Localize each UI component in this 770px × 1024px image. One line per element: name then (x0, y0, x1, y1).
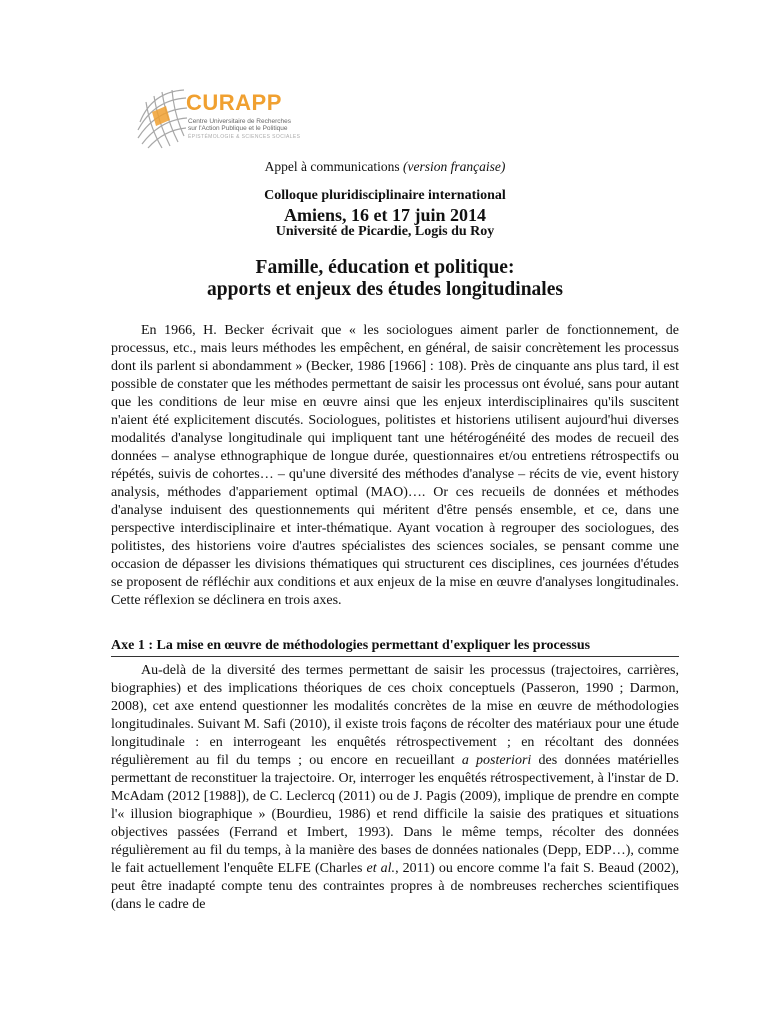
event-dates: Amiens, 16 et 17 juin 2014 (284, 205, 486, 225)
axe1-paragraph (111, 662, 679, 914)
intro-paragraph: En 1966, H. Becker écrivait que « les sociologues aiment parler de fonctionnement, de processus, etc., mais leurs méthodes les empêchent, en général, de saisir concrètement les processus dont ils parlent si abondamment » (Becker, 1986 [1966] : 108). Près de cinquante ans plus tard, il est possible de constater que les méthodes permettant de saisir les processus ont évolué, sans pour autant que les conditions de leur mise en œuvre ainsi que les enjeux interdisciplinaires qu'ils suscitent n'aient été explicitement discutés. Sociologues, politistes et historiens utilisent aujourd'hui diverses modalités d'analyse longitudinale qui impliquent tant une hétérogénéité des modes de recueil des données – analyse ethnographique de longue durée, questionnaires et/ou entretiens rétrospectifs ou répétés, suivis de cohortes… – qu'une diversité des méthodes d'analyse – récits de vie, event history analysis, méthodes d'appariement optimal (MAO)…. Or ces recueils de données et méthodes d'analyse induisent des questionnements qui méritent d'être pensés ensemble, et ce, dans une perspective interdisciplinaire et inter-thématique. Ayant vocation à regrouper des sociologues, des politistes, des historiens voire d'autres spécialistes des sciences sociales, se pensant comme une occasion de dépasser les divisions thématiques qui structurent ces disciplines, ces journées d'études se proposent de réfléchir aux conditions et aux enjeux de la mise en œuvre d'analyses longitudinales. Cette réflexion se déclinera en trois axes. (111, 323, 679, 608)
axe1-text-a: Au-delà de la diversité des termes permettant de saisir les processus (trajectoires, carrières, biographies) et des implications théoriques de ces choix conceptuels (Passeron, 1990 ; Darmon, 2008), cet axe entend questionner les modalités concrètes de la mise en œuvre de méthodologies longitudinales. Suivant M. Safi (2010), il existe trois façons de récolter des matériaux pour une étude longitudinale : en interrogeant les enquêtés rétrospectivement ; en récoltant des données régulièrement au fil du temps ; ou encore en recueillant (111, 663, 679, 768)
logo-subtitle-2: sur l'Action Publique et le Politique (188, 125, 288, 132)
axe1-italic-1: a posteriori (461, 753, 532, 768)
logo-subtitle-1: Centre Universitaire de Recherches (188, 118, 291, 125)
document-title-line1: Famille, éducation et politique: (255, 257, 515, 278)
colloquium-label: Colloque pluridisciplinaire international (264, 188, 506, 203)
section-heading-axe1: Axe 1 : La mise en œuvre de méthodologies permettant d'expliquer les processus (111, 638, 679, 657)
axe1-text-c: , 2011) ou encore comme l'a fait S. Beaud (2002), peut être inadapté compte tenu des contraintes propres à de nombreuses recherches scientifiques (dans le cadre de (111, 861, 679, 912)
axe1-italic-2: et al. (366, 861, 396, 876)
call-label (110, 159, 660, 175)
axe1-text-b: des données matérielles permettant de reconstituer la trajectoire. Or, interroger les enquêtés rétrospectivement, à l'instar de D. McAdam (2012 [1988]), de C. Leclercq (2011) ou de J. Pagis (2009), implique de prendre en compte l'« illusion biographique » (Bourdieu, 1986) et rend difficile la saisie des pratiques et situations objectives passées (Ferrand et Imbert, 1993). Dans le même temps, récolter des données régulièrement au fil du temps, à la manière des bases de données nationales (Depp, EDP…), comme le fait actuellement l'enquête ELFE (Charles (111, 753, 679, 876)
document-title-line2: apports et enjeux des études longitudinales (207, 279, 563, 300)
curapp-logo (132, 82, 372, 162)
logo-title: CURAPP (186, 90, 282, 115)
logo-tagline: ÉPISTÉMOLOGIE & SCIENCES SOCIALES (188, 134, 301, 140)
call-text: Appel à communications (264, 159, 403, 174)
call-version: (version française) (402, 159, 506, 174)
event-venue: Université de Picardie, Logis du Roy (275, 224, 495, 239)
globe-grid-icon (132, 82, 190, 152)
